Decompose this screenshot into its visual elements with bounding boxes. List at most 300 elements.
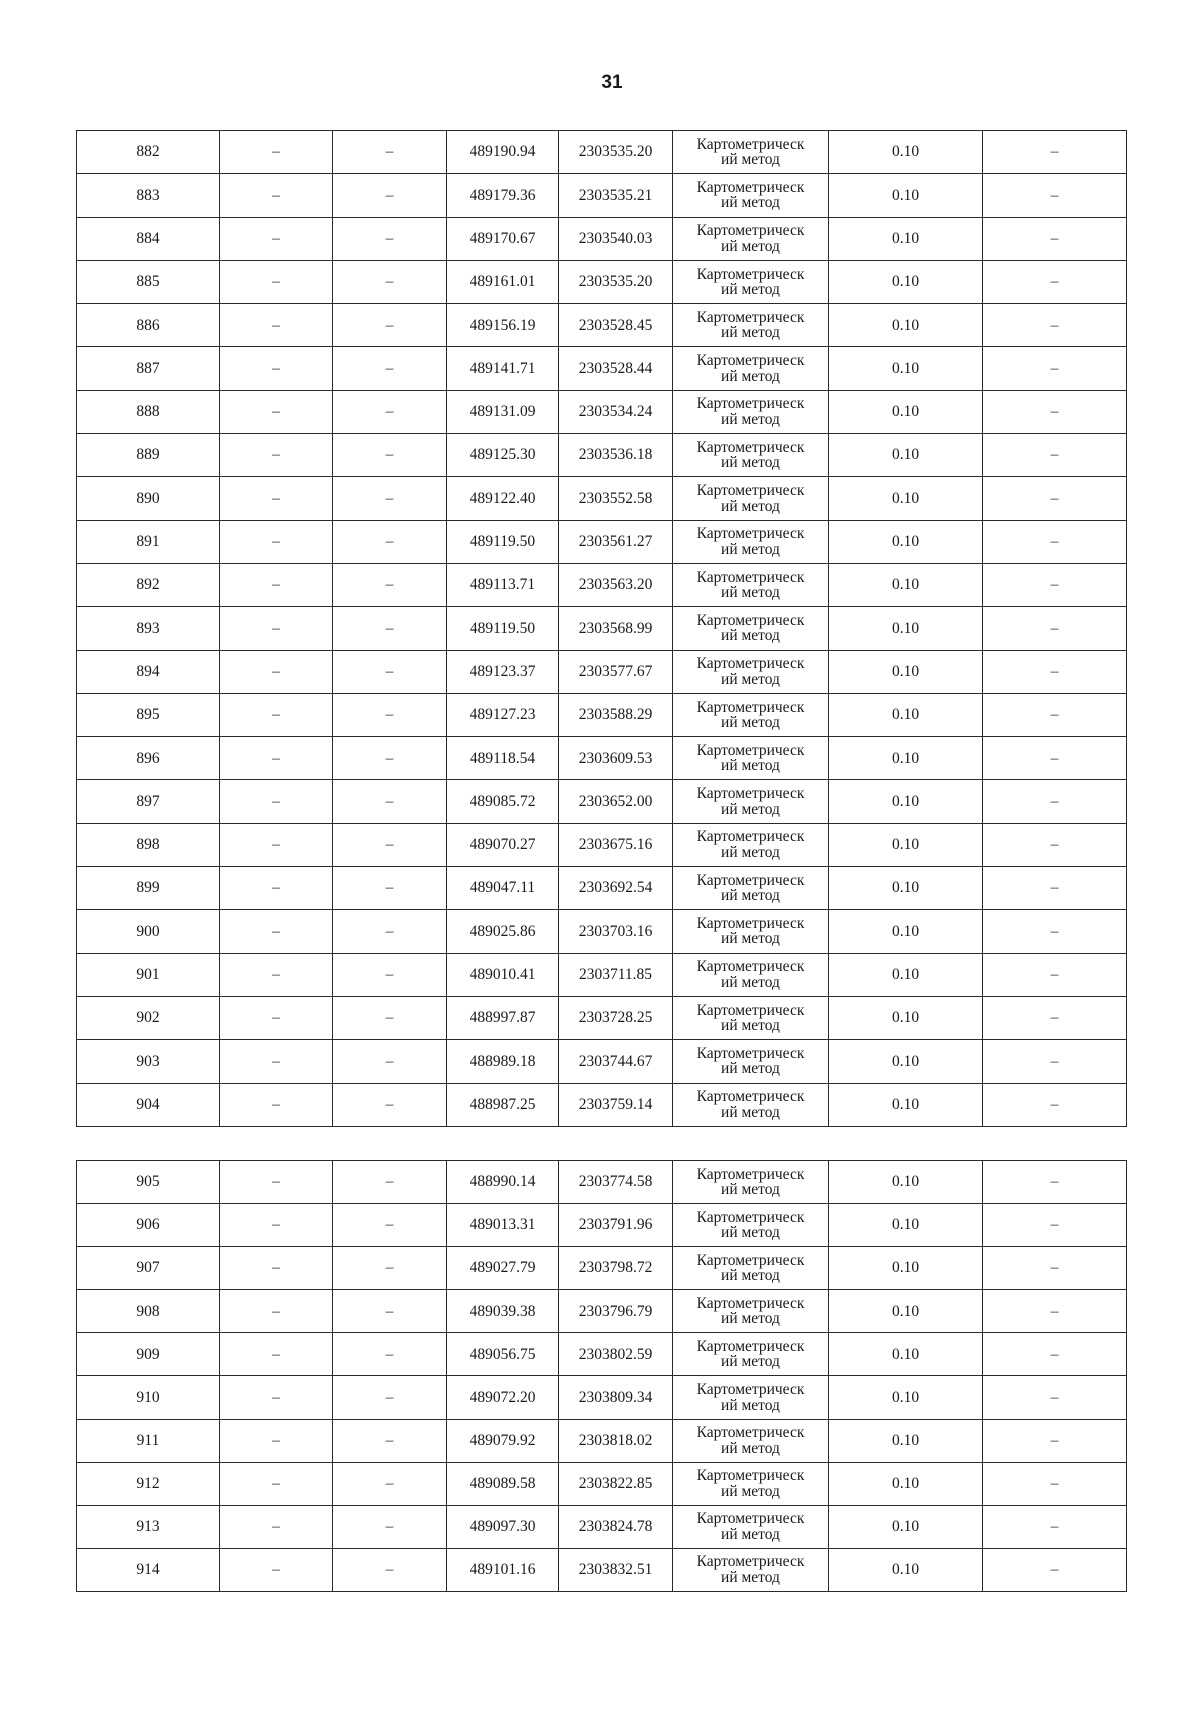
- table-row: [77, 434, 1127, 477]
- empty-value-cell: –: [333, 563, 447, 606]
- method-cell: [673, 217, 829, 260]
- empty-value-cell: –: [983, 347, 1127, 390]
- method-label-line1: Картометрическ: [696, 698, 805, 716]
- accuracy-cell: 0.10: [829, 217, 983, 260]
- method-label-line1: Картометрическ: [696, 1208, 805, 1226]
- table-row: [77, 693, 1127, 736]
- empty-value-cell: –: [983, 996, 1127, 1039]
- x-coordinate-cell: 489122.40: [447, 477, 559, 520]
- empty-value-cell: –: [983, 823, 1127, 866]
- method-label-line2: ий метод: [721, 410, 780, 428]
- method-cell: [673, 1040, 829, 1083]
- table-row: [77, 953, 1127, 996]
- empty-value-cell: –: [333, 304, 447, 347]
- empty-value-cell: –: [983, 1462, 1127, 1505]
- x-coordinate-cell: 489097.30: [447, 1505, 559, 1548]
- point-number-cell: 885: [77, 260, 220, 303]
- empty-value-cell: –: [333, 996, 447, 1039]
- point-number-cell: 892: [77, 563, 220, 606]
- y-coordinate-cell: 2303791.96: [559, 1204, 673, 1247]
- point-number-cell: 893: [77, 607, 220, 650]
- accuracy-cell: 0.10: [829, 1333, 983, 1376]
- x-coordinate-cell: 489025.86: [447, 910, 559, 953]
- coordinates-table: [76, 130, 1127, 1127]
- point-number-cell: 900: [77, 910, 220, 953]
- x-coordinate-cell: 488987.25: [447, 1083, 559, 1126]
- method-label-line2: ий метод: [721, 1060, 780, 1078]
- accuracy-cell: 0.10: [829, 1040, 983, 1083]
- point-number-cell: 908: [77, 1290, 220, 1333]
- accuracy-cell: 0.10: [829, 1083, 983, 1126]
- method-label-line1: Картометрическ: [696, 178, 805, 196]
- method-label-line1: Картометрическ: [696, 525, 805, 543]
- empty-value-cell: –: [333, 1333, 447, 1376]
- empty-value-cell: –: [333, 131, 447, 174]
- empty-value-cell: –: [333, 1204, 447, 1247]
- x-coordinate-cell: 489056.75: [447, 1333, 559, 1376]
- method-cell: [673, 1247, 829, 1290]
- accuracy-cell: 0.10: [829, 867, 983, 910]
- method-label-line2: ий метод: [721, 1439, 780, 1457]
- method-label-line2: ий метод: [721, 194, 780, 212]
- accuracy-cell: 0.10: [829, 607, 983, 650]
- accuracy-cell: 0.10: [829, 996, 983, 1039]
- point-number-cell: 903: [77, 1040, 220, 1083]
- table-row: [77, 823, 1127, 866]
- empty-value-cell: –: [333, 1290, 447, 1333]
- x-coordinate-cell: 488989.18: [447, 1040, 559, 1083]
- x-coordinate-cell: 489156.19: [447, 304, 559, 347]
- accuracy-cell: 0.10: [829, 131, 983, 174]
- empty-value-cell: –: [983, 737, 1127, 780]
- coordinates-table-body: [77, 1161, 1127, 1592]
- method-label-line2: ий метод: [721, 843, 780, 861]
- x-coordinate-cell: 489179.36: [447, 174, 559, 217]
- y-coordinate-cell: 2303809.34: [559, 1376, 673, 1419]
- method-label-line1: Картометрическ: [696, 352, 805, 370]
- method-label-line1: Картометрическ: [696, 1510, 805, 1528]
- method-label-line2: ий метод: [721, 1482, 780, 1500]
- y-coordinate-cell: 2303536.18: [559, 434, 673, 477]
- empty-value-cell: –: [333, 1161, 447, 1204]
- x-coordinate-cell: 489079.92: [447, 1419, 559, 1462]
- method-label-line1: Картометрическ: [696, 482, 805, 500]
- empty-value-cell: –: [983, 1333, 1127, 1376]
- method-label-line2: ий метод: [721, 800, 780, 818]
- method-cell: [673, 867, 829, 910]
- point-number-cell: 883: [77, 174, 220, 217]
- y-coordinate-cell: 2303535.20: [559, 260, 673, 303]
- point-number-cell: 884: [77, 217, 220, 260]
- table-row: [77, 260, 1127, 303]
- empty-value-cell: –: [983, 477, 1127, 520]
- table-row: [77, 1419, 1127, 1462]
- method-label-line2: ий метод: [721, 670, 780, 688]
- empty-value-cell: –: [220, 1204, 333, 1247]
- x-coordinate-cell: 489070.27: [447, 823, 559, 866]
- accuracy-cell: 0.10: [829, 910, 983, 953]
- empty-value-cell: –: [333, 390, 447, 433]
- y-coordinate-cell: 2303528.44: [559, 347, 673, 390]
- method-cell: [673, 780, 829, 823]
- point-number-cell: 914: [77, 1548, 220, 1591]
- method-label-line1: Картометрическ: [696, 741, 805, 759]
- empty-value-cell: –: [983, 780, 1127, 823]
- point-number-cell: 906: [77, 1204, 220, 1247]
- empty-value-cell: –: [333, 693, 447, 736]
- y-coordinate-cell: 2303675.16: [559, 823, 673, 866]
- empty-value-cell: –: [333, 1505, 447, 1548]
- method-label-line2: ий метод: [721, 454, 780, 472]
- empty-value-cell: –: [333, 867, 447, 910]
- empty-value-cell: –: [220, 823, 333, 866]
- y-coordinate-cell: 2303802.59: [559, 1333, 673, 1376]
- empty-value-cell: –: [333, 217, 447, 260]
- point-number-cell: 897: [77, 780, 220, 823]
- method-cell: [673, 174, 829, 217]
- empty-value-cell: –: [983, 217, 1127, 260]
- method-label-line1: Картометрическ: [696, 568, 805, 586]
- empty-value-cell: –: [220, 1376, 333, 1419]
- method-label-line1: Картометрическ: [696, 1001, 805, 1019]
- x-coordinate-cell: 489010.41: [447, 953, 559, 996]
- method-cell: [673, 1505, 829, 1548]
- x-coordinate-cell: 489170.67: [447, 217, 559, 260]
- method-cell: [673, 477, 829, 520]
- empty-value-cell: –: [220, 1505, 333, 1548]
- method-label-line2: ий метод: [721, 627, 780, 645]
- table-row: [77, 563, 1127, 606]
- method-cell: [673, 910, 829, 953]
- x-coordinate-cell: 489190.94: [447, 131, 559, 174]
- accuracy-cell: 0.10: [829, 1462, 983, 1505]
- x-coordinate-cell: 489161.01: [447, 260, 559, 303]
- empty-value-cell: –: [983, 953, 1127, 996]
- empty-value-cell: –: [333, 650, 447, 693]
- empty-value-cell: –: [333, 1083, 447, 1126]
- method-label-line2: ий метод: [721, 1353, 780, 1371]
- method-label-line2: ий метод: [721, 1103, 780, 1121]
- empty-value-cell: –: [333, 434, 447, 477]
- point-number-cell: 891: [77, 520, 220, 563]
- empty-value-cell: –: [220, 520, 333, 563]
- method-label-line1: Картометрическ: [696, 611, 805, 629]
- accuracy-cell: 0.10: [829, 737, 983, 780]
- point-number-cell: 911: [77, 1419, 220, 1462]
- y-coordinate-cell: 2303818.02: [559, 1419, 673, 1462]
- empty-value-cell: –: [333, 823, 447, 866]
- method-label-line1: Картометрическ: [696, 1088, 805, 1106]
- method-label-line1: Картометрическ: [696, 1381, 805, 1399]
- table-row: [77, 174, 1127, 217]
- method-cell: [673, 1204, 829, 1247]
- page-number: 31: [601, 72, 623, 93]
- table-row: [77, 1376, 1127, 1419]
- empty-value-cell: –: [333, 1462, 447, 1505]
- method-cell: [673, 1548, 829, 1591]
- x-coordinate-cell: 489027.79: [447, 1247, 559, 1290]
- method-label-line2: ий метод: [721, 1181, 780, 1199]
- method-label-line2: ий метод: [721, 1396, 780, 1414]
- point-number-cell: 909: [77, 1333, 220, 1376]
- x-coordinate-cell: 489118.54: [447, 737, 559, 780]
- accuracy-cell: 0.10: [829, 823, 983, 866]
- accuracy-cell: 0.10: [829, 520, 983, 563]
- empty-value-cell: –: [220, 434, 333, 477]
- accuracy-cell: 0.10: [829, 304, 983, 347]
- accuracy-cell: 0.10: [829, 563, 983, 606]
- empty-value-cell: –: [983, 174, 1127, 217]
- empty-value-cell: –: [983, 1505, 1127, 1548]
- empty-value-cell: –: [220, 390, 333, 433]
- x-coordinate-cell: 488990.14: [447, 1161, 559, 1204]
- point-number-cell: 896: [77, 737, 220, 780]
- point-number-cell: 904: [77, 1083, 220, 1126]
- method-label-line2: ий метод: [721, 324, 780, 342]
- x-coordinate-cell: 489047.11: [447, 867, 559, 910]
- y-coordinate-cell: 2303540.03: [559, 217, 673, 260]
- accuracy-cell: 0.10: [829, 1161, 983, 1204]
- y-coordinate-cell: 2303822.85: [559, 1462, 673, 1505]
- method-cell: [673, 823, 829, 866]
- method-label-line2: ий метод: [721, 1568, 780, 1586]
- table-row: [77, 131, 1127, 174]
- x-coordinate-cell: 488997.87: [447, 996, 559, 1039]
- empty-value-cell: –: [333, 953, 447, 996]
- method-cell: [673, 131, 829, 174]
- table-row: [77, 1290, 1127, 1333]
- table-row: [77, 1548, 1127, 1591]
- table-row: [77, 390, 1127, 433]
- table-row: [77, 477, 1127, 520]
- accuracy-cell: 0.10: [829, 1419, 983, 1462]
- table-row: [77, 1161, 1127, 1204]
- y-coordinate-cell: 2303652.00: [559, 780, 673, 823]
- empty-value-cell: –: [220, 910, 333, 953]
- accuracy-cell: 0.10: [829, 1505, 983, 1548]
- accuracy-cell: 0.10: [829, 174, 983, 217]
- x-coordinate-cell: 489089.58: [447, 1462, 559, 1505]
- empty-value-cell: –: [333, 174, 447, 217]
- method-label-line2: ий метод: [721, 714, 780, 731]
- y-coordinate-cell: 2303744.67: [559, 1040, 673, 1083]
- empty-value-cell: –: [333, 520, 447, 563]
- y-coordinate-cell: 2303824.78: [559, 1505, 673, 1548]
- empty-value-cell: –: [333, 737, 447, 780]
- table-row: [77, 1333, 1127, 1376]
- y-coordinate-cell: 2303774.58: [559, 1161, 673, 1204]
- empty-value-cell: –: [983, 1548, 1127, 1591]
- method-label-line1: Картометрическ: [696, 1251, 805, 1269]
- empty-value-cell: –: [333, 477, 447, 520]
- empty-value-cell: –: [333, 910, 447, 953]
- table-row: [77, 217, 1127, 260]
- empty-value-cell: –: [983, 867, 1127, 910]
- empty-value-cell: –: [983, 304, 1127, 347]
- method-label-line1: Картометрическ: [696, 1165, 805, 1183]
- method-cell: [673, 434, 829, 477]
- table-row: [77, 737, 1127, 780]
- x-coordinate-cell: 489013.31: [447, 1204, 559, 1247]
- point-number-cell: 898: [77, 823, 220, 866]
- empty-value-cell: –: [333, 260, 447, 303]
- table-row: [77, 996, 1127, 1039]
- empty-value-cell: –: [983, 520, 1127, 563]
- empty-value-cell: –: [983, 1040, 1127, 1083]
- x-coordinate-cell: 489125.30: [447, 434, 559, 477]
- x-coordinate-cell: 489127.23: [447, 693, 559, 736]
- method-label-line2: ий метод: [721, 757, 780, 775]
- empty-value-cell: –: [333, 607, 447, 650]
- y-coordinate-cell: 2303561.27: [559, 520, 673, 563]
- method-cell: [673, 1083, 829, 1126]
- coordinates-table-continued: [76, 1160, 1127, 1592]
- method-label-line2: ий метод: [721, 930, 780, 948]
- method-cell: [673, 1161, 829, 1204]
- empty-value-cell: –: [983, 260, 1127, 303]
- method-label-line2: ий метод: [721, 237, 780, 255]
- empty-value-cell: –: [983, 434, 1127, 477]
- empty-value-cell: –: [983, 1161, 1127, 1204]
- empty-value-cell: –: [220, 304, 333, 347]
- x-coordinate-cell: 489119.50: [447, 607, 559, 650]
- table-row: [77, 780, 1127, 823]
- accuracy-cell: 0.10: [829, 780, 983, 823]
- method-label-line2: ий метод: [721, 973, 780, 991]
- table-row: [77, 1040, 1127, 1083]
- point-number-cell: 882: [77, 131, 220, 174]
- method-cell: [673, 347, 829, 390]
- method-label-line2: ий метод: [721, 1017, 780, 1035]
- method-label-line1: Картометрическ: [696, 308, 805, 326]
- method-label-line2: ий метод: [721, 281, 780, 299]
- method-label-line1: Картометрическ: [696, 1424, 805, 1442]
- empty-value-cell: –: [983, 1376, 1127, 1419]
- empty-value-cell: –: [220, 996, 333, 1039]
- method-cell: [673, 563, 829, 606]
- method-label-line1: Картометрическ: [696, 785, 805, 803]
- empty-value-cell: –: [333, 1548, 447, 1591]
- point-number-cell: 912: [77, 1462, 220, 1505]
- table-row: [77, 867, 1127, 910]
- method-label-line1: Картометрическ: [696, 222, 805, 240]
- x-coordinate-cell: 489131.09: [447, 390, 559, 433]
- table-row: [77, 910, 1127, 953]
- empty-value-cell: –: [220, 1161, 333, 1204]
- method-label-line1: Картометрическ: [696, 655, 805, 673]
- y-coordinate-cell: 2303796.79: [559, 1290, 673, 1333]
- method-cell: [673, 996, 829, 1039]
- accuracy-cell: 0.10: [829, 1290, 983, 1333]
- point-number-cell: 905: [77, 1161, 220, 1204]
- accuracy-cell: 0.10: [829, 434, 983, 477]
- method-cell: [673, 1419, 829, 1462]
- y-coordinate-cell: 2303588.29: [559, 693, 673, 736]
- y-coordinate-cell: 2303534.24: [559, 390, 673, 433]
- method-cell: [673, 390, 829, 433]
- empty-value-cell: –: [220, 650, 333, 693]
- accuracy-cell: 0.10: [829, 1247, 983, 1290]
- empty-value-cell: –: [983, 390, 1127, 433]
- empty-value-cell: –: [220, 780, 333, 823]
- empty-value-cell: –: [983, 1290, 1127, 1333]
- method-label-line2: ий метод: [721, 540, 780, 558]
- empty-value-cell: –: [220, 174, 333, 217]
- empty-value-cell: –: [220, 1040, 333, 1083]
- point-number-cell: 886: [77, 304, 220, 347]
- empty-value-cell: –: [220, 607, 333, 650]
- point-number-cell: 907: [77, 1247, 220, 1290]
- empty-value-cell: –: [333, 780, 447, 823]
- method-label-line1: Картометрическ: [696, 1553, 805, 1571]
- method-label-line1: Картометрическ: [696, 958, 805, 976]
- y-coordinate-cell: 2303528.45: [559, 304, 673, 347]
- y-coordinate-cell: 2303832.51: [559, 1548, 673, 1591]
- x-coordinate-cell: 489123.37: [447, 650, 559, 693]
- empty-value-cell: –: [220, 1290, 333, 1333]
- point-number-cell: 894: [77, 650, 220, 693]
- method-label-line2: ий метод: [721, 497, 780, 515]
- y-coordinate-cell: 2303759.14: [559, 1083, 673, 1126]
- method-label-line2: ий метод: [721, 1310, 780, 1328]
- table-row: [77, 347, 1127, 390]
- empty-value-cell: –: [220, 563, 333, 606]
- accuracy-cell: 0.10: [829, 390, 983, 433]
- method-label-line2: ий метод: [721, 1224, 780, 1242]
- accuracy-cell: 0.10: [829, 1548, 983, 1591]
- empty-value-cell: –: [983, 563, 1127, 606]
- method-label-line2: ий метод: [721, 151, 780, 169]
- x-coordinate-cell: 489141.71: [447, 347, 559, 390]
- table-row: [77, 1462, 1127, 1505]
- method-cell: [673, 304, 829, 347]
- method-cell: [673, 1333, 829, 1376]
- empty-value-cell: –: [983, 607, 1127, 650]
- empty-value-cell: –: [220, 1083, 333, 1126]
- method-label-line1: Картометрическ: [696, 828, 805, 846]
- method-label-line1: Картометрическ: [696, 871, 805, 889]
- empty-value-cell: –: [983, 1419, 1127, 1462]
- point-number-cell: 913: [77, 1505, 220, 1548]
- accuracy-cell: 0.10: [829, 650, 983, 693]
- empty-value-cell: –: [220, 347, 333, 390]
- coordinates-table-body: [77, 131, 1127, 1127]
- point-number-cell: 887: [77, 347, 220, 390]
- empty-value-cell: –: [983, 131, 1127, 174]
- x-coordinate-cell: 489072.20: [447, 1376, 559, 1419]
- method-cell: [673, 1376, 829, 1419]
- empty-value-cell: –: [220, 1462, 333, 1505]
- accuracy-cell: 0.10: [829, 1376, 983, 1419]
- method-label-line1: Картометрическ: [696, 1467, 805, 1485]
- point-number-cell: 888: [77, 390, 220, 433]
- accuracy-cell: 0.10: [829, 260, 983, 303]
- empty-value-cell: –: [983, 1247, 1127, 1290]
- x-coordinate-cell: 489101.16: [447, 1548, 559, 1591]
- method-label-line2: ий метод: [721, 584, 780, 602]
- x-coordinate-cell: 489119.50: [447, 520, 559, 563]
- table-row: [77, 1083, 1127, 1126]
- method-label-line2: ий метод: [721, 1267, 780, 1285]
- y-coordinate-cell: 2303563.20: [559, 563, 673, 606]
- method-cell: [673, 1462, 829, 1505]
- empty-value-cell: –: [220, 953, 333, 996]
- method-cell: [673, 737, 829, 780]
- method-cell: [673, 520, 829, 563]
- point-number-cell: 890: [77, 477, 220, 520]
- empty-value-cell: –: [220, 477, 333, 520]
- y-coordinate-cell: 2303568.99: [559, 607, 673, 650]
